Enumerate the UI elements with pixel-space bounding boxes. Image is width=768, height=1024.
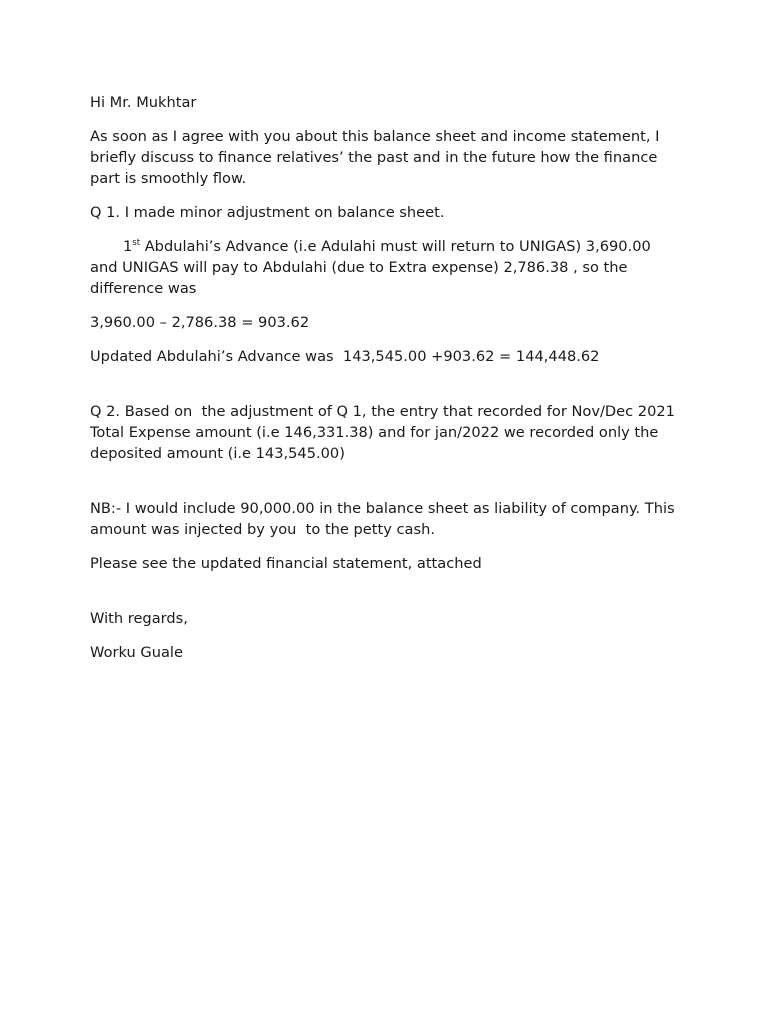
q2-paragraph: Q 2. Based on the adjustment of Q 1, the entry that recorded for Nov/Dec 2021 Total Expense amount (i.e 146,331.38) and for jan/2022 we recorded only the deposited amount (i.e 143,545.00)	[90, 403, 680, 462]
nb-paragraph: NB:- I would include 90,000.00 in the balance sheet as liability of company. This amount was injected by you to the petty cash.	[90, 500, 680, 538]
attached-note: Please see the updated financial statement, attached	[90, 555, 482, 572]
signature: Worku Guale	[90, 644, 183, 661]
letter-body	[90, 92, 680, 676]
intro-paragraph: As soon as I agree with you about this balance sheet and income statement, I briefly discuss to finance relatives’ the past and in the future how the finance part is smoothly flow.	[90, 128, 665, 187]
q1-item-number: 1	[123, 238, 133, 255]
q1-heading: Q 1. I made minor adjustment on balance sheet.	[90, 204, 445, 221]
q1-item-superscript: st	[132, 238, 141, 248]
closing: With regards,	[90, 610, 188, 627]
q1-updated-advance: Updated Abdulahi’s Advance was 143,545.00 +903.62 = 144,448.62	[90, 348, 600, 365]
greeting: Hi Mr. Mukhtar	[90, 94, 197, 111]
q1-item	[90, 236, 680, 299]
q1-item-text: Abdulahi’s Advance (i.e Adulahi must will return to UNIGAS) 3,690.00 and UNIGAS will pay to Abdulahi (due to Extra expense) 2,786.38 , so the difference was	[90, 238, 661, 297]
q1-calculation: 3,960.00 – 2,786.38 = 903.62	[90, 314, 310, 331]
